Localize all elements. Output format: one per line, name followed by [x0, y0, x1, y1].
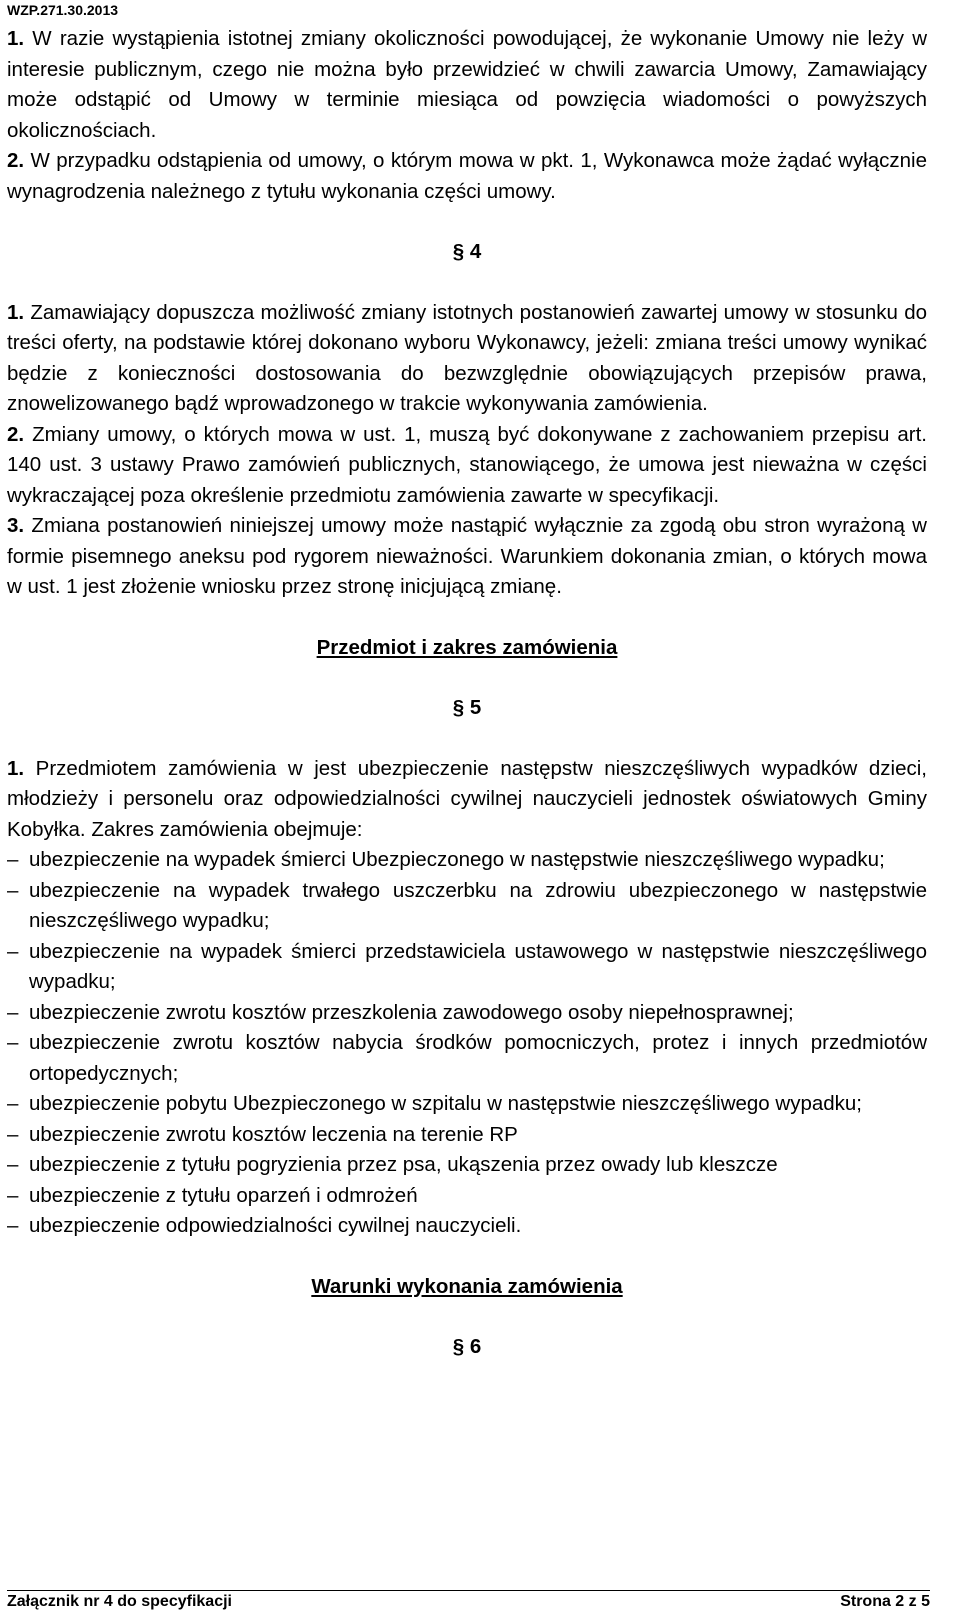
paragraph-3-2	[7, 146, 927, 207]
list-item-text: ubezpieczenie na wypadek śmierci przedstawiciela ustawowego w następstwie nieszczęśliwego wypadku;	[29, 939, 927, 993]
list-item-text: ubezpieczenie na wypadek śmierci Ubezpieczonego w następstwie nieszczęśliwego wypadku;	[29, 848, 885, 871]
paragraph-number: 1.	[7, 756, 25, 780]
paragraph-text: W przypadku odstąpienia od umowy, o którym mowa w pkt. 1, Wykonawca może żądać wyłącznie wynagrodzenia należnego z tytułu wykonania części umowy.	[7, 149, 927, 203]
section-number: 4	[469, 240, 482, 263]
paragraph-number: 2.	[7, 422, 25, 446]
paragraph-text: Zmiana postanowień niniejszej umowy może nastąpić wyłącznie za zgodą obu stron wyrażoną w formie pisemnego aneksu pod rygorem nieważności. Warunkiem dokonania zmian, o których mowa w ust. 1 jest złożenie wniosku przez stronę inicjującą zmianę.	[7, 514, 927, 598]
paragraph-4-1	[7, 298, 927, 420]
section-symbol: §	[452, 696, 465, 719]
paragraph-4-2	[7, 420, 927, 512]
paragraph-number: 1.	[7, 300, 25, 324]
section-symbol: §	[452, 1335, 465, 1358]
dash-bullet: –	[7, 1183, 19, 1207]
dash-bullet: –	[7, 1092, 19, 1115]
paragraph-text: Zamawiający dopuszcza możliwość zmiany istotnych postanowień zawartej umowy w stosunku do treści oferty, na podstawie której dokonano wyboru Wykonawcy, jeżeli: zmiana treści umowy wynikać będzie z konieczności dostosowania do bezwzględnie obowiązujących przepisów prawa, znowelizowanego bądź wprowadzonego w trakcie wykonywania zamówienia.	[7, 300, 927, 415]
section-5-marker	[7, 693, 927, 724]
list-item	[7, 1211, 927, 1242]
paragraph-text: Przedmiotem zamówienia w jest ubezpieczenie następstw nieszczęśliwych wypadków dzieci, młodzieży i personelu oraz odpowiedzialności cywilnej nauczycieli jednostek oświatowych Gminy Kobyłka. Zakres zamówienia obejmuje:	[7, 756, 927, 841]
list-item	[7, 1120, 927, 1151]
document-reference: WZP.271.30.2013	[7, 2, 119, 18]
dash-bullet: –	[7, 1031, 19, 1054]
paragraph-number: 2.	[7, 149, 25, 172]
list-item	[7, 1181, 927, 1212]
list-item	[7, 1089, 927, 1120]
footer-page-number: Strona 2 z 5	[840, 1593, 930, 1610]
paragraph-4-3	[7, 511, 927, 603]
paragraph-3-1	[7, 24, 927, 146]
paragraph-5-1	[7, 754, 927, 846]
list-item-text: ubezpieczenie zwrotu kosztów nabycia środków pomocniczych, protez i innych przedmiotów ortopedycznych;	[29, 1031, 927, 1085]
list-item	[7, 876, 927, 937]
section-number: 5	[469, 696, 482, 719]
paragraph-text: Zmiany umowy, o których mowa w ust. 1, muszą być dokonywane z zachowaniem przepisu art. 140 ust. 3 ustawy Prawo zamówień publicznych, stanowiącego, że umowa jest nieważna w części wykraczającej poza określenie przedmiotu zamówienia zawarte w specyfikacji.	[7, 422, 927, 507]
paragraph-number: 3.	[7, 514, 25, 537]
dash-bullet: –	[7, 848, 19, 871]
dash-bullet: –	[7, 878, 19, 902]
list-item-text: ubezpieczenie odpowiedzialności cywilnej nauczycieli.	[29, 1214, 522, 1237]
heading-execution-conditions: Warunki wykonania zamówienia	[311, 1274, 623, 1298]
list-item-text: ubezpieczenie z tytułu pogryzienia przez psa, ukąszenia przez owady lub kleszcze	[29, 1153, 778, 1176]
list-item-text: ubezpieczenie zwrotu kosztów leczenia na terenie RP	[29, 1122, 518, 1146]
section-4-marker	[7, 237, 927, 268]
list-item-text: ubezpieczenie z tytułu oparzeń i odmrożeń	[29, 1183, 418, 1207]
list-item	[7, 937, 927, 998]
footer-attachment-label: Załącznik nr 4 do specyfikacji	[7, 1593, 232, 1610]
document-body	[7, 24, 927, 1393]
list-item	[7, 1150, 927, 1181]
section-symbol: §	[452, 240, 465, 263]
dash-bullet: –	[7, 1153, 19, 1176]
dash-bullet: –	[7, 1214, 19, 1237]
dash-bullet: –	[7, 1000, 19, 1024]
paragraph-text: W razie wystąpienia istotnej zmiany okoliczności powodującej, że wykonanie Umowy nie leży w interesie publicznym, czego nie można było przewidzieć w chwili zawarcia Umowy, Zamawiający może odstąpić od Umowy w terminie miesiąca od powzięcia wiadomości o powyższych okolicznościach.	[7, 27, 927, 142]
dash-bullet: –	[7, 1122, 19, 1146]
page-footer	[7, 1590, 930, 1611]
heading-subject-scope: Przedmiot i zakres zamówienia	[316, 635, 618, 659]
list-item-text: ubezpieczenie zwrotu kosztów przeszkolenia zawodowego osoby niepełnosprawnej;	[29, 1000, 794, 1024]
list-item	[7, 845, 927, 876]
scope-list	[7, 845, 927, 1242]
paragraph-number: 1.	[7, 27, 25, 50]
dash-bullet: –	[7, 939, 19, 963]
list-item	[7, 998, 927, 1029]
list-item-text: ubezpieczenie na wypadek trwałego uszczerbku na zdrowiu ubezpieczonego w następstwie nieszczęśliwego wypadku;	[29, 878, 927, 932]
list-item	[7, 1028, 927, 1089]
section-number: 6	[469, 1335, 482, 1358]
section-6-marker	[7, 1332, 927, 1363]
list-item-text: ubezpieczenie pobytu Ubezpieczonego w szpitalu w następstwie nieszczęśliwego wypadku;	[29, 1092, 863, 1115]
